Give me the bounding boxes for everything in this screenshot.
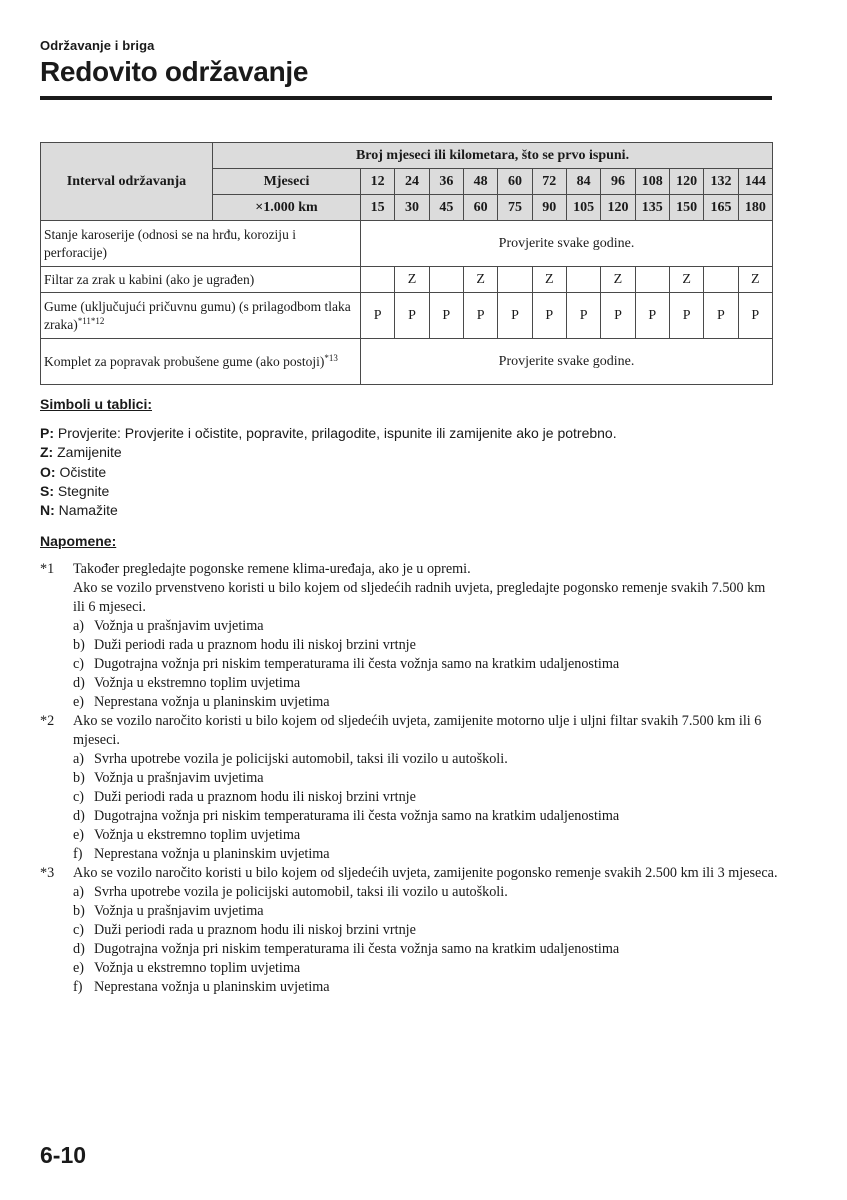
note-sub-item [73, 959, 780, 978]
schedule-cell: Z [395, 267, 429, 293]
note-sub-letter: a) [73, 618, 85, 634]
symbol-text: Provjerite: Provjerite i očistite, popravite, prilagodite, ispunite ili zamijenite ako je potrebno. [57, 425, 617, 441]
note-sub-text: Dugotrajna vožnja pri niskim temperaturama ili česta vožnja samo na kratkim udaljenostima [94, 941, 620, 957]
note-text: Ako se vozilo naročito koristi u bilo kojem od sljedećih uvjeta, zamijenite pogonsko remenje svakih 2.500 km ili 3 mjeseca. [73, 865, 778, 881]
symbol-text: Namažite [58, 502, 118, 519]
row-note-cell: Provjerite svake godine. [361, 339, 773, 385]
km-cell: 180 [738, 195, 772, 221]
note-sub-letter: a) [73, 884, 85, 900]
note-marker: *3 [40, 865, 55, 881]
schedule-cell [704, 267, 738, 293]
note-sub-item [73, 674, 780, 693]
page-number: 6-10 [40, 1142, 87, 1168]
note-sub-item [73, 750, 780, 769]
note-sub-item [73, 902, 780, 921]
km-cell: 165 [704, 195, 738, 221]
note-sub-text: Neprestana vožnja u planinskim uvjetima [94, 979, 330, 995]
note-item [40, 560, 780, 712]
note-sub-letter: f) [73, 979, 83, 995]
month-cell: 60 [498, 169, 532, 195]
note-text: Ako se vozilo prvenstveno koristi u bilo kojem od sljedećih radnih uvjeta, pregledajte pogonsko remenje svakih 7.500 km ili 6 mjeseci. [73, 580, 766, 615]
schedule-cell: Z [669, 267, 703, 293]
row-label-footnote: *13 [324, 352, 338, 363]
note-sub-text: Duži periodi rada u praznom hodu ili niskoj brzini vrtnje [94, 922, 416, 938]
row-label-text: Filtar za zrak u kabini (ako je ugrađen) [44, 271, 255, 287]
note-number: 1 [47, 561, 55, 577]
months-label-cell: Mjeseci [213, 169, 361, 195]
month-cell: 96 [601, 169, 635, 195]
note-sub-item [73, 788, 780, 807]
note-sub-text: Vožnja u ekstremno toplim uvjetima [94, 827, 301, 843]
note-sub-item [73, 636, 780, 655]
symbols-list [40, 424, 617, 520]
km-cell: 45 [429, 195, 463, 221]
symbols-heading: Simboli u tablici: [40, 396, 153, 412]
schedule-cell: P [738, 293, 772, 339]
note-number: 2 [47, 713, 55, 729]
symbol-item [40, 501, 617, 520]
note-number: 3 [47, 865, 55, 881]
page-title: Redovito održavanje [40, 56, 309, 87]
symbol-key: Z: [40, 444, 54, 461]
note-sub-item [73, 826, 780, 845]
notes-list [40, 560, 780, 997]
note-sub-item [73, 693, 780, 712]
schedule-cell: P [669, 293, 703, 339]
km-cell: 15 [361, 195, 395, 221]
table-row [41, 339, 773, 385]
maintenance-schedule-table [40, 142, 773, 385]
schedule-cell: P [704, 293, 738, 339]
symbol-text: Stegnite [57, 482, 110, 499]
schedule-cell [429, 267, 463, 293]
note-sub-item [73, 845, 780, 864]
note-sub-item [73, 978, 780, 997]
symbol-text: Očistite [59, 463, 107, 480]
table-row [41, 221, 773, 267]
note-sub-item [73, 769, 780, 788]
row-label-cell [41, 339, 361, 385]
km-cell: 60 [463, 195, 497, 221]
note-item [40, 712, 780, 864]
km-cell: 135 [635, 195, 669, 221]
note-sub-text: Neprestana vožnja u planinskim uvjetima [94, 694, 330, 710]
note-sub-text: Duži periodi rada u praznom hodu ili niskoj brzini vrtnje [94, 637, 416, 653]
span-header-cell: Broj mjeseci ili kilometara, što se prvo ispuni. [213, 143, 773, 169]
schedule-cell: P [429, 293, 463, 339]
note-sub-item [73, 617, 780, 636]
note-sub-text: Dugotrajna vožnja pri niskim temperaturama ili česta vožnja samo na kratkim udaljenostima [94, 656, 620, 672]
row-label-text: Gume (uključujući pričuvnu gumu) (s prilagodbom tlaka zraka) [44, 298, 351, 332]
schedule-cell: Z [463, 267, 497, 293]
row-label-cell [41, 267, 361, 293]
note-sub-letter: f) [73, 846, 83, 862]
km-cell: 150 [669, 195, 703, 221]
note-sub-letter: c) [73, 656, 85, 672]
note-sub-text: Vožnja u prašnjavim uvjetima [94, 903, 264, 919]
note-sub-text: Neprestana vožnja u planinskim uvjetima [94, 846, 330, 862]
note-text: Ako se vozilo naročito koristi u bilo kojem od sljedećih uvjeta, zamijenite motorno ulje i uljni filtar svakih 7.500 km ili 6 mjeseci. [73, 713, 762, 748]
symbol-item [40, 424, 617, 443]
month-cell: 108 [635, 169, 669, 195]
symbol-key: P: [40, 425, 54, 441]
note-sub-text: Dugotrajna vožnja pri niskim temperaturama ili česta vožnja samo na kratkim udaljenostima [94, 808, 620, 824]
row-label-cell [41, 221, 361, 267]
month-cell: 12 [361, 169, 395, 195]
schedule-cell [361, 267, 395, 293]
note-sub-text: Svrha upotrebe vozila je policijski automobil, taksi ili vozilo u autoškoli. [94, 751, 508, 767]
note-sub-letter: b) [73, 770, 85, 786]
schedule-cell: P [566, 293, 600, 339]
km-label-cell: ×1.000 km [213, 195, 361, 221]
schedule-cell: P [463, 293, 497, 339]
row-label-footnote: *11*12 [77, 315, 105, 326]
symbol-text: Zamijenite [57, 444, 122, 461]
month-cell: 120 [669, 169, 703, 195]
row-label-cell [41, 293, 361, 339]
interval-label-cell: Interval održavanja [41, 143, 213, 221]
schedule-cell: P [361, 293, 395, 339]
schedule-cell: P [498, 293, 532, 339]
symbol-item [40, 463, 617, 482]
note-item [40, 864, 780, 997]
note-sub-letter: a) [73, 751, 85, 767]
note-sub-item [73, 807, 780, 826]
schedule-cell: P [601, 293, 635, 339]
row-label-text: Stanje karoserije (odnosi se na hrđu, koroziju i perforacije) [44, 226, 296, 260]
month-cell: 48 [463, 169, 497, 195]
note-sub-text: Vožnja u prašnjavim uvjetima [94, 770, 264, 786]
symbol-item [40, 443, 617, 462]
note-sub-letter: e) [73, 694, 85, 710]
schedule-cell: P [532, 293, 566, 339]
note-sub-item [73, 940, 780, 959]
table-row [41, 267, 773, 293]
note-sub-text: Duži periodi rada u praznom hodu ili niskoj brzini vrtnje [94, 789, 416, 805]
note-sub-letter: c) [73, 922, 85, 938]
note-sub-letter: d) [73, 941, 85, 957]
schedule-cell: Z [738, 267, 772, 293]
title-rule [40, 96, 772, 100]
note-sub-item [73, 655, 780, 674]
km-cell: 105 [566, 195, 600, 221]
schedule-cell: Z [601, 267, 635, 293]
schedule-cell [566, 267, 600, 293]
note-sub-item [73, 921, 780, 940]
km-cell: 90 [532, 195, 566, 221]
schedule-cell: Z [532, 267, 566, 293]
km-cell: 120 [601, 195, 635, 221]
month-cell: 24 [395, 169, 429, 195]
notes-heading: Napomene: [40, 533, 117, 549]
km-cell: 30 [395, 195, 429, 221]
note-sub-letter: b) [73, 903, 85, 919]
note-sub-letter: b) [73, 637, 85, 653]
note-sub-letter: e) [73, 827, 85, 843]
schedule-cell [635, 267, 669, 293]
note-sub-item [73, 883, 780, 902]
row-label-text: Komplet za popravak probušene gume (ako postoji) [44, 353, 325, 369]
symbol-item [40, 482, 617, 501]
note-sub-text: Svrha upotrebe vozila je policijski automobil, taksi ili vozilo u autoškoli. [94, 884, 508, 900]
note-sub-text: Vožnja u ekstremno toplim uvjetima [94, 960, 301, 976]
note-sub-letter: d) [73, 808, 85, 824]
note-sub-letter: d) [73, 675, 85, 691]
note-sub-text: Vožnja u prašnjavim uvjetima [94, 618, 264, 634]
symbol-key: S: [40, 482, 54, 499]
symbol-key: N: [40, 502, 55, 519]
month-cell: 144 [738, 169, 772, 195]
note-text: Također pregledajte pogonske remene klima-uređaja, ako je u opremi. [73, 561, 471, 577]
schedule-cell: P [395, 293, 429, 339]
km-cell: 75 [498, 195, 532, 221]
row-note-cell: Provjerite svake godine. [361, 221, 773, 267]
table-header-row [41, 143, 773, 169]
month-cell: 84 [566, 169, 600, 195]
note-sub-letter: e) [73, 960, 85, 976]
month-cell: 72 [532, 169, 566, 195]
month-cell: 36 [429, 169, 463, 195]
section-label: Održavanje i briga [40, 38, 155, 53]
note-marker: *1 [40, 561, 55, 577]
schedule-cell: P [635, 293, 669, 339]
month-cell: 132 [704, 169, 738, 195]
symbol-key: O: [40, 463, 56, 480]
note-marker: *2 [40, 713, 55, 729]
schedule-cell [498, 267, 532, 293]
note-sub-letter: c) [73, 789, 85, 805]
note-sub-text: Vožnja u ekstremno toplim uvjetima [94, 675, 301, 691]
table-row [41, 293, 773, 339]
